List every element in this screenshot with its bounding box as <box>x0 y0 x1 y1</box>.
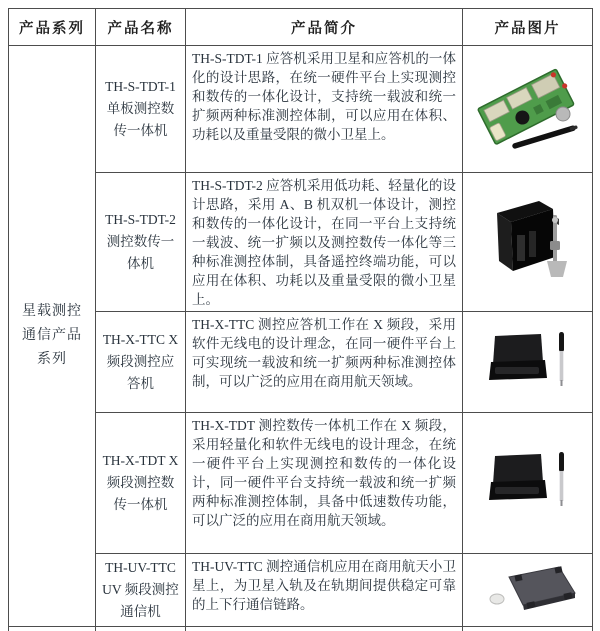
table-row <box>9 554 593 627</box>
product-table <box>8 8 593 631</box>
product-description-cell: TH-S-TDT-2 应答机采用低功耗、轻量化的设计思路，采用 A、B 机双机一体设计，测控和数传的一体化设计，在同一平台上支持统一载波、统一扩频以及测控数传一体化等三种标准测控体制，具备遥控终端功能，可以应用在体积、功耗以及重量受限的微小卫星上。 <box>186 173 463 312</box>
series-label-cell: 星载测控通信产品系列 <box>9 46 96 627</box>
product-description-cell: TH-S-TDT-1 应答机采用卫星和应答机的一体化的设计思路，在统一硬件平台上实现测控和数传的一体化设计，支持统一载波和统一扩频两种标准测控体制，可以应用在体积、功耗以及重量受限的微小卫星上。 <box>186 46 463 173</box>
product-photo-cell <box>463 554 593 627</box>
header-product-image: 产品图片 <box>463 9 593 46</box>
product-name-cell: TH-X-TTC X 频段测控应答机 <box>96 312 186 413</box>
table-row <box>9 413 593 554</box>
product-name-cell: TH-S-TDT-1 单板测控数传一体机 <box>96 46 186 173</box>
table-row <box>9 173 593 312</box>
empty-cell <box>463 627 593 631</box>
product-name-cell: TH-UV-TTC UV 频段测控通信机 <box>96 554 186 627</box>
green-pcb-photo <box>467 57 589 157</box>
product-description-cell: TH-X-TTC 测控应答机工作在 X 频段，采用软件无线电的设计理念，在同一硬件平台上可实现统一载波和统一扩频两种标准测控体制，可以广泛的应用在商用航天领域。 <box>186 312 463 413</box>
header-product-name: 产品名称 <box>96 9 186 46</box>
empty-cell <box>96 627 186 631</box>
product-photo-cell <box>463 46 593 173</box>
table-row-partial <box>9 627 593 631</box>
empty-cell <box>186 627 463 631</box>
product-name-cell: TH-S-TDT-2 测控数传一体机 <box>96 173 186 312</box>
table-row <box>9 312 593 413</box>
header-product-intro: 产品简介 <box>186 9 463 46</box>
flat-module-coin-photo <box>467 555 589 621</box>
black-box-pen-photo <box>467 320 589 400</box>
table-row <box>9 46 593 173</box>
black-box-caliper-photo <box>467 185 589 295</box>
product-description-cell: TH-X-TDT 测控数传一体机工作在 X 频段，采用轻量化和软件无线电的设计理念，在统一硬件平台上实现测控和数传的一体化设计，同一硬件平台支持统一载波和统一扩频两种标准测控体制，具备中低速数传功能，可以广泛的应用在商用航天领域。 <box>186 413 463 554</box>
black-box-pen-photo <box>467 436 589 526</box>
product-photo-cell <box>463 413 593 554</box>
header-product-series: 产品系列 <box>9 9 96 46</box>
empty-cell <box>9 627 96 631</box>
product-name-cell: TH-X-TDT X 频段测控数传一体机 <box>96 413 186 554</box>
product-photo-cell <box>463 312 593 413</box>
product-photo-cell <box>463 173 593 312</box>
table-header-row <box>9 9 593 46</box>
product-description-cell: TH-UV-TTC 测控通信机应用在商用航天小卫星上，为卫星入轨及在轨期间提供稳定可靠的上下行通信链路。 <box>186 554 463 627</box>
